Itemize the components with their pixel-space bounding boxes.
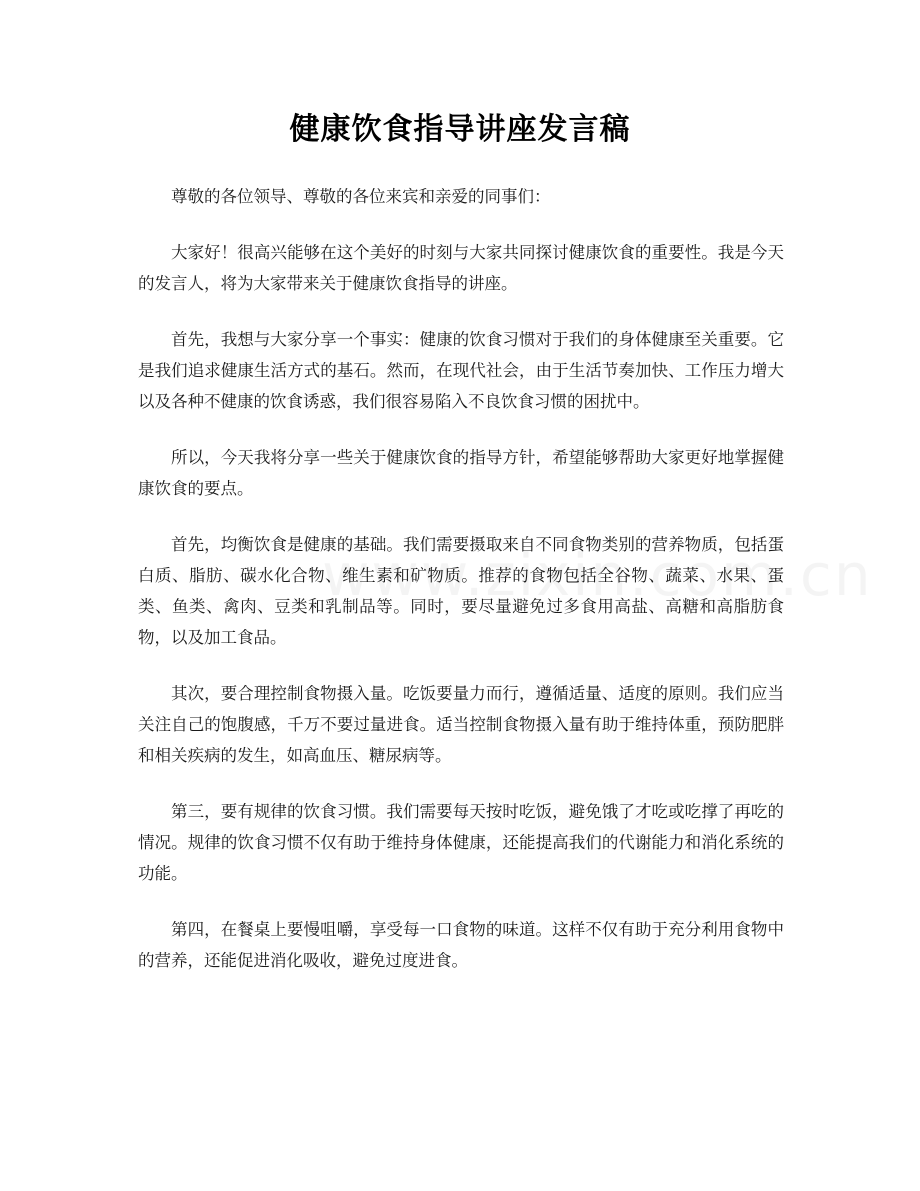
document-title: 健康饮食指导讲座发言稿 [289, 112, 631, 147]
document-body [138, 181, 784, 1001]
paragraph-balanced-diet: 首先，均衡饮食是健康的基础。我们需要摄取来自不同食物类别的营养物质，包括蛋白质、脂肪、碳水化合物、维生素和矿物质。推荐的食物包括全谷物、蔬菜、水果、蛋类、鱼类、禽肉、豆类和乳制品等。同时，要尽量避免过多食用高盐、高糖和高脂肪食物，以及加工食品。 [138, 535, 784, 647]
paragraph-fact: 首先，我想与大家分享一个事实：健康的饮食习惯对于我们的身体健康至关重要。它是我们追求健康生活方式的基石。然而，在现代社会，由于生活节奏加快、工作压力增大以及各种不健康的饮食诱惑，我们很容易陷入不良饮食习惯的困扰中。 [138, 330, 784, 411]
paragraph-slow-chewing: 第四，在餐桌上要慢咀嚼，享受每一口食物的味道。这样不仅有助于充分利用食物中的营养，还能促进消化吸收，避免过度进食。 [138, 920, 784, 970]
paragraph-portion-control: 其次，要合理控制食物摄入量。吃饭要量力而行，遵循适量、适度的原则。我们应当关注自己的饱腹感，千万不要过量进食。适当控制食物摄入量有助于维持体重，预防肥胖和相关疾病的发生，如高血压、糖尿病等。 [138, 684, 784, 765]
paragraph-purpose: 所以，今天我将分享一些关于健康饮食的指导方针，希望能够帮助大家更好地掌握健康饮食的要点。 [138, 448, 784, 498]
paragraph-salutation: 尊敬的各位领导、尊敬的各位来宾和亲爱的同事们： [171, 187, 551, 206]
paragraph-greeting: 大家好！很高兴能够在这个美好的时刻与大家共同探讨健康饮食的重要性。我是今天的发言人，将为大家带来关于健康饮食指导的讲座。 [138, 243, 784, 293]
paragraph-regular-meals: 第三，要有规律的饮食习惯。我们需要每天按时吃饭，避免饿了才吃或吃撑了再吃的情况。规律的饮食习惯不仅有助于维持身体健康，还能提高我们的代谢能力和消化系统的功能。 [138, 802, 784, 883]
